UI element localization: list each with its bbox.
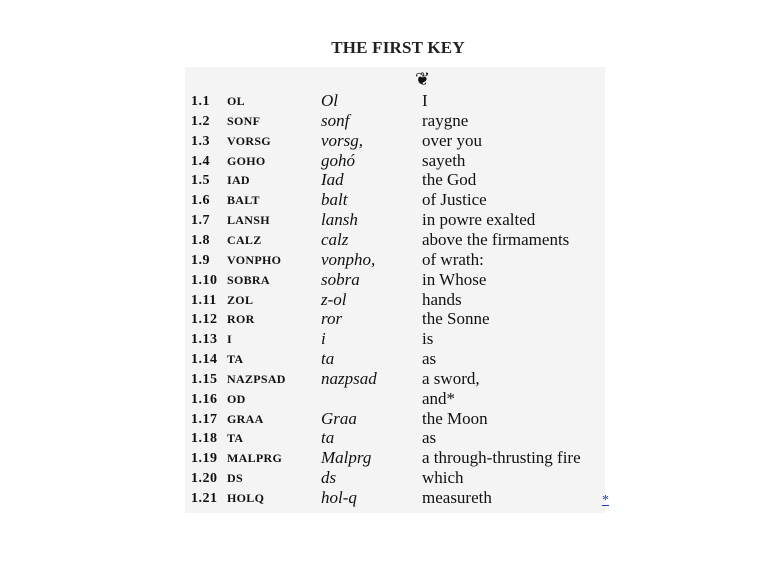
pronunciation: Ol (321, 91, 338, 110)
enochian-word: ZOL (227, 292, 254, 307)
translation: raygne (422, 110, 469, 130)
table-row (185, 131, 605, 151)
translation: a sword, (422, 368, 480, 388)
row-number: 1.6 (191, 193, 210, 209)
pronunciation: vorsg, (321, 130, 364, 150)
translation: and* (422, 388, 456, 408)
pronunciation: hol-q (321, 488, 357, 507)
pronunciation: vonpho, (321, 249, 376, 269)
enochian-word: NAZPSAD (227, 371, 286, 386)
pronunciation: lansh (321, 210, 358, 230)
translation: I (422, 91, 428, 110)
enochian-word: GRAA (227, 411, 264, 426)
table-row (185, 428, 605, 448)
enochian-word: LANSH (227, 213, 270, 228)
table-row (185, 488, 605, 508)
row-number: 1.9 (191, 252, 210, 268)
footnote-link[interactable]: * (602, 493, 609, 508)
key-table-scan (185, 67, 605, 513)
table-row (185, 210, 605, 230)
table-row (185, 349, 605, 369)
row-number: 1.1 (191, 94, 210, 109)
row-number: 1.16 (191, 391, 218, 407)
pronunciation: Graa (321, 408, 357, 428)
fleuron-ornament-icon: ❦ (415, 69, 431, 90)
table-row (185, 290, 605, 310)
table-row (185, 409, 605, 429)
table-row (185, 230, 605, 250)
table-row (185, 468, 605, 488)
table-row (185, 270, 605, 290)
table-row (185, 389, 605, 409)
row-number: 1.15 (191, 371, 218, 387)
enochian-word: VONPHO (227, 252, 282, 267)
row-number: 1.4 (191, 153, 210, 169)
row-number: 1.17 (191, 411, 218, 427)
pronunciation: sobra (321, 269, 360, 289)
translation: the Moon (422, 408, 488, 428)
enochian-word: I (227, 332, 232, 347)
translation: hands (422, 289, 462, 309)
enochian-word: OD (227, 391, 246, 406)
pronunciation: i (321, 329, 326, 349)
enochian-word: ROR (227, 312, 255, 327)
row-number: 1.18 (191, 431, 218, 447)
translation: of Justice (422, 190, 487, 210)
table-row (185, 151, 605, 171)
enochian-word: DS (227, 471, 243, 486)
table-row (185, 91, 605, 111)
row-number: 1.12 (191, 312, 218, 328)
row-number: 1.2 (191, 113, 210, 129)
enochian-word: SONF (227, 113, 261, 128)
pronunciation: sonf (321, 110, 350, 130)
translation: which (422, 468, 464, 488)
pronunciation: calz (321, 229, 349, 249)
row-number: 1.13 (191, 332, 218, 348)
translation: in Whose (422, 269, 487, 289)
row-number: 1.10 (191, 272, 218, 288)
table-row (185, 250, 605, 270)
row-number: 1.19 (191, 451, 218, 467)
enochian-word: TA (227, 431, 244, 446)
translation: above the firmaments (422, 229, 570, 249)
table-row (185, 190, 605, 210)
pronunciation: balt (321, 190, 348, 210)
pronunciation: Malprg (321, 448, 372, 468)
table-row (185, 111, 605, 131)
enochian-word: CALZ (227, 232, 262, 247)
pronunciation: ds (321, 468, 337, 488)
enochian-word: TA (227, 352, 244, 367)
translation: is (422, 329, 434, 349)
page-title: THE FIRST KEY (331, 38, 465, 57)
enochian-word: OL (227, 94, 245, 108)
enochian-word: IAD (227, 173, 250, 188)
enochian-word: VORSG (227, 133, 271, 148)
table-row (185, 170, 605, 190)
table-row (185, 448, 605, 468)
row-number: 1.5 (191, 173, 210, 189)
row-number: 1.20 (191, 471, 218, 487)
translation: a through-thrusting fire (422, 448, 581, 468)
row-number: 1.14 (191, 352, 218, 368)
pronunciation: gohó (321, 150, 355, 170)
table-row (185, 309, 605, 329)
row-number: 1.21 (191, 491, 218, 506)
translation: measureth (422, 488, 492, 507)
pronunciation: ta (321, 349, 335, 369)
enochian-word: BALT (227, 193, 260, 208)
translation: sayeth (422, 150, 466, 170)
pronunciation: Iad (321, 170, 344, 190)
translation: the God (422, 170, 477, 190)
pronunciation: ror (321, 309, 343, 329)
translation: of wrath: (422, 249, 484, 269)
translation: as (422, 349, 437, 369)
pronunciation: ta (321, 428, 335, 448)
row-number: 1.11 (191, 292, 217, 308)
enochian-word: GOHO (227, 153, 266, 168)
pronunciation: nazpsad (321, 368, 377, 388)
enochian-word: SOBRA (227, 272, 270, 287)
translation: in powre exalted (422, 210, 536, 230)
translation: the Sonne (422, 309, 490, 329)
row-number: 1.3 (191, 133, 210, 149)
pronunciation: z-ol (321, 289, 347, 309)
table-row (185, 369, 605, 389)
translation: as (422, 428, 437, 448)
table-row (185, 329, 605, 349)
row-number: 1.7 (191, 213, 210, 229)
row-number: 1.8 (191, 232, 210, 248)
translation: over you (422, 130, 482, 150)
enochian-word: HOLQ (227, 491, 265, 505)
enochian-word: MALPRG (227, 451, 283, 466)
